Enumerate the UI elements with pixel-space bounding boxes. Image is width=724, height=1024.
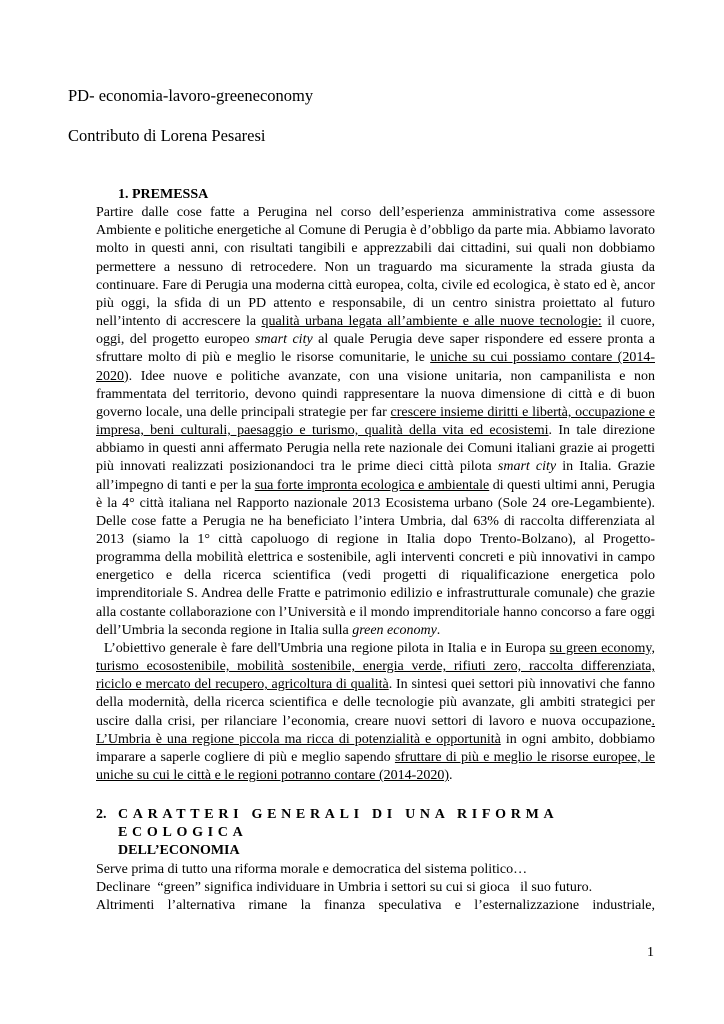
underlined-text: qualità urbana legata all’ambiente e alle nuove tecnologie: — [261, 314, 602, 330]
italic-text: smart city — [497, 459, 557, 475]
section2-line3: Altrimenti l’alternativa rimane la finanza speculativa e l’esternalizzazione industriale, — [96, 897, 655, 913]
section1-paragraph1 — [96, 204, 655, 640]
section2-heading-line1: CARATTERI GENERALI DI UNA RIFORMA ECOLOGICA — [118, 807, 558, 841]
text-run: in ogni ambito, dobbiamo imparare a saperle cogliere di più e meglio sapendo — [96, 731, 656, 765]
italic-text: smart city — [255, 332, 313, 348]
section1-heading: 1. PREMESSA — [118, 187, 209, 202]
underlined-text: crescere insieme diritti e libertà, occupazione e impresa, beni culturali, paesaggio e turismo, qualità della vita ed ecosistemi — [96, 404, 655, 439]
underlined-text: su green economy, turismo ecosostenibile, mobilità sostenibile, energia verde, rifiuti zero, raccolta differenziata, riciclo e mercato del recupero, agricoltura di qualità — [96, 640, 655, 693]
text-run: di questi ultimi anni, Perugia è la 4° città italiana nel Rapporto nazionale 2013 Ecosistema urbano (Sole 24 ore-Legambiente). Delle cose fatte a Perugia ne ha beneficiato l’intera Umbria, dal 63% di raccolta differenziata al 2013 (siamo la 1° città capoluogo di regione in Italia dopo Trento-Bolzano), al Progetto-programma della mobilità elettrica e sostenibile, agli interventi concreti e più innovativi in campo energetico e della ricerca scientifica (vedi progetti di riqualificazione energetica polo imprenditoriale S. Andrea delle Fratte e patrimonio edilizio e infrastrutturale comunale) che grazie alla costante collaborazione con l’Università e il mondo imprenditoriale hanno concorso a fare oggi dell’Umbria la seconda regione in Italia sulla — [96, 477, 655, 638]
underlined-text: . L’Umbria è una regione piccola ma ricca di potenzialità e opportunità — [96, 713, 655, 747]
text-run: L’obiettivo generale è fare dell'Umbria una regione pilota in Italia e in Europa — [96, 640, 550, 656]
text-run: il cuore, oggi, del progetto europeo — [96, 314, 655, 348]
text-run: . Idee nuove e politiche avanzate, con una visione unitaria, non campanilista e non frammentata del territorio, devono quindi rappresentare la nuova dimensione di città e di buon governo locale, una delle principali strategie per far — [96, 368, 655, 420]
section2-heading — [96, 806, 655, 860]
section2-line2: Declinare “green” significa individuare in Umbria i settori su cui si gioca il suo futuro. — [96, 879, 593, 895]
italic-text: green economy — [352, 622, 437, 638]
text-run: . In sintesi quei settori più innovativi che fanno della modernità, della ricerca scientifica e delle tecnologie più avanzate, gli ambiti strategici per uscire dalla crisi, per rilanciare l’economia, creare nuovi settori di lavoro e nuova occupazione — [96, 677, 655, 729]
section1-paragraph2 — [96, 640, 655, 785]
underlined-text: sua forte impronta ecologica e ambientale — [254, 477, 490, 493]
document-author-line: Contributo di Lorena Pesaresi — [68, 126, 266, 145]
text-run: in Italia. Grazie all’impegno di tanti e per la — [96, 459, 655, 493]
underlined-text: sfruttare di più e meglio le risorse europee, le uniche su cui le città e le regioni potranno contare (2014-2020) — [96, 749, 656, 783]
document-title: PD- economia-lavoro-greeneconomy — [68, 86, 314, 105]
text-run: . — [436, 622, 441, 638]
document-body — [96, 186, 655, 915]
text-run: . — [449, 768, 453, 783]
section2-line1: Serve prima di tutto una riforma morale e democratica del sistema politico… — [96, 861, 528, 877]
text-run: al quale Perugia deve saper rispondere ed essere pronta a sfruttare molto di più e meglio le risorse comunitarie, le — [96, 332, 655, 366]
section2-number: 2. — [96, 807, 107, 823]
text-run: Partire dalle cose fatte a Perugina nel corso dell’esperienza amministrativa come assessore Ambiente e politiche energetiche al Comune di Perugia è d’obbligo da parte mia. Abbiamo lavorato molto in questi anni, con risultati tangibili e apprezzabili dai cittadini, sui quali non dobbiamo permettere a nessuno di retrocedere. Non un traguardo ma sicuramente la strada giusta da continuare. Fare di Perugia una moderna città europea, colta, civile ed ecologica, è stato ed è, ancor più oggi, la sfida di un PD attento e responsabile, di un centro sinistra proiettato al futuro nell’intento di accrescere la — [96, 205, 655, 330]
text-run: . In tale direzione abbiamo in questi anni affermato Perugia nella rete nazionale dei Comuni italiani grazie ai progetti più innovati realizzati posizionandoci tra le prime dieci città pilota — [96, 423, 655, 475]
page-number: 1 — [647, 945, 654, 960]
underlined-text: uniche su cui possiamo contare (2014-2020) — [96, 350, 655, 384]
section2-heading-line2: DELL’ECONOMIA — [118, 843, 240, 859]
